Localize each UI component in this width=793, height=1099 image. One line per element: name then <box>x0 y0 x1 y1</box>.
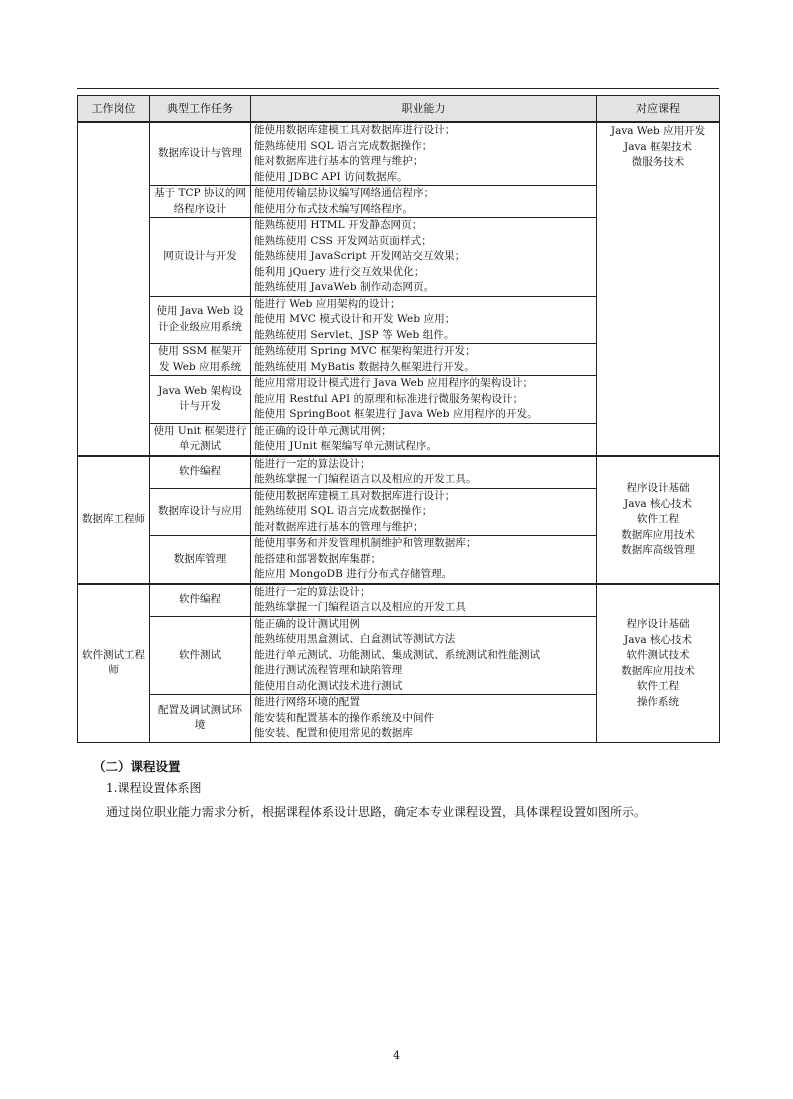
ability-line: 能熟练使用 Spring MVC 框架构架进行开发； <box>254 345 476 357</box>
ability-line: 能熟练掌握一门编程语言以及相应的开发工具 <box>254 601 466 613</box>
table-header-row <box>78 96 720 123</box>
task-cell: 配置及调试测试环境 <box>150 695 251 743</box>
ability-line: 能进行网络环境的配置 <box>254 696 360 708</box>
ability-line: 能熟练使用黑盒测试、白盒测试等测试方法 <box>254 633 456 645</box>
header-task: 典型工作任务 <box>150 96 251 123</box>
task-cell: 使用 Unit 框架进行单元测试 <box>150 423 251 456</box>
ability-line: 能使用 JDBC API 访问数据库。 <box>254 170 408 183</box>
course-line: 程序设计基础 <box>626 618 690 630</box>
ability-line: 能熟练使用 SQL 语言完成数据操作； <box>254 139 433 152</box>
task-cell: 软件测试 <box>150 616 251 695</box>
ability-line: 能熟练使用 JavaScript 开发网站交互效果； <box>254 250 466 262</box>
header-position: 工作岗位 <box>78 96 150 123</box>
header-rule <box>77 88 719 89</box>
ability-cell <box>251 296 597 344</box>
ability-line: 能进行测试流程管理和缺陷管理 <box>254 664 403 676</box>
ability-line: 能熟练使用 MyBatis 数据持久框架进行开发。 <box>254 360 475 373</box>
ability-cell <box>251 616 597 695</box>
ability-line: 能进行 Web 应用架构的设计； <box>254 297 401 310</box>
course-line: 软件工程 <box>637 513 679 526</box>
ability-line: 能熟练使用 CSS 开发网站页面样式； <box>254 234 432 247</box>
ability-line: 能正确的设计单元测试用例； <box>254 424 392 437</box>
ability-cell <box>251 695 597 743</box>
ability-line: 能应用 Restful API 的原理和标准进行微服务架构设计； <box>254 392 524 405</box>
job-position-cell: 软件测试工程师 <box>78 584 150 743</box>
ability-line: 能熟练使用 HTML 开发静态网页； <box>254 219 423 231</box>
ability-line: 能使用 JUnit 框架编写单元测试程序。 <box>254 440 438 452</box>
ability-cell <box>251 218 597 297</box>
section-title: （二）课程设置 <box>93 759 181 774</box>
body-paragraph: 通过岗位职业能力需求分析，根据课程体系设计思路，确定本专业课程设置，具体课程设置如图所示。 <box>106 805 647 819</box>
ability-line: 能安装、配置和使用常见的数据库 <box>254 727 413 739</box>
ability-line: 能对数据库进行基本的管理与维护； <box>254 520 424 533</box>
course-line: 微服务技术 <box>631 156 685 168</box>
ability-cell <box>251 536 597 584</box>
task-cell: 数据库设计与应用 <box>150 488 251 536</box>
job-position-cell <box>78 122 150 456</box>
ability-line: 能熟练使用 Servlet、JSP 等 Web 组件。 <box>254 328 455 341</box>
ability-line: 能安装和配置基本的操作系统及中间件 <box>254 711 435 724</box>
ability-line: 能正确的设计测试用例 <box>254 617 360 630</box>
ability-line: 能熟练使用 SQL 语言完成数据操作； <box>254 505 433 517</box>
table-row <box>78 584 720 617</box>
ability-cell <box>251 186 597 218</box>
table-body <box>78 122 720 742</box>
course-line: Java 核心技术 <box>624 633 692 646</box>
ability-line: 能使用事务和并发管理机制维护和管理数据库； <box>254 537 477 549</box>
task-cell: 软件编程 <box>150 584 251 617</box>
task-cell: 数据库设计与管理 <box>150 122 251 186</box>
ability-line: 能使用分布式技术编写网络程序。 <box>254 202 413 215</box>
ability-line: 能使用数据库建模工具对数据库进行设计； <box>254 124 456 136</box>
ability-cell <box>251 456 597 489</box>
course-cell <box>597 122 720 456</box>
ability-line: 能使用自动化测试技术进行测试 <box>254 679 403 692</box>
course-line: 数据库高级管理 <box>621 544 695 557</box>
ability-line: 能对数据库进行基本的管理与维护； <box>254 155 424 167</box>
course-ability-table <box>77 95 720 743</box>
table-row <box>78 456 720 489</box>
course-cell <box>597 456 720 584</box>
course-cell <box>597 584 720 743</box>
ability-line: 能使用传输层协议编写网络通信程序； <box>254 187 435 199</box>
course-line: Java 框架技术 <box>624 140 692 153</box>
header-ability: 职业能力 <box>251 96 597 123</box>
course-line: Java Web 应用开发 <box>610 125 706 137</box>
subheading: 1.课程设置体系图 <box>106 781 202 795</box>
ability-line: 能利用 jQuery 进行交互效果优化； <box>254 265 425 278</box>
ability-cell <box>251 423 597 456</box>
ability-line: 能熟练掌握一门编程语言以及相应的开发工具。 <box>254 473 477 485</box>
ability-line: 能使用 MVC 模式设计和开发 Web 应用； <box>254 313 456 325</box>
ability-line: 能应用常用设计模式进行 Java Web 应用程序的架构设计； <box>254 377 534 389</box>
task-cell: 使用 Java Web 设计企业级应用系统 <box>150 296 251 344</box>
course-line: Java 核心技术 <box>624 497 692 510</box>
page-number: 4 <box>393 1049 400 1062</box>
task-cell: 使用 SSM 框架开发 Web 应用系统 <box>150 344 251 376</box>
table-row <box>78 122 720 186</box>
course-line: 操作系统 <box>637 695 679 708</box>
ability-line: 能熟练使用 JavaWeb 制作动态网页。 <box>254 281 435 293</box>
course-line: 软件测试技术 <box>626 649 690 661</box>
ability-line: 能进行单元测试、功能测试、集成测试、系统测试和性能测试 <box>254 648 541 661</box>
task-cell: 网页设计与开发 <box>150 218 251 297</box>
ability-line: 能搭建和部署数据库集群； <box>254 552 382 565</box>
ability-cell <box>251 122 597 186</box>
ability-line: 能进行一定的算法设计； <box>254 457 371 470</box>
ability-cell <box>251 344 597 376</box>
task-cell: Java Web 架构设计与开发 <box>150 376 251 424</box>
ability-cell <box>251 584 597 617</box>
ability-cell <box>251 488 597 536</box>
task-cell: 基于 TCP 协议的网络程序设计 <box>150 186 251 218</box>
course-line: 程序设计基础 <box>626 482 690 495</box>
task-cell: 数据库管理 <box>150 536 251 584</box>
ability-line: 能使用 SpringBoot 框架进行 Java Web 应用程序的开发。 <box>254 408 538 420</box>
ability-line: 能应用 MongoDB 进行分布式存储管理。 <box>254 568 453 580</box>
task-cell: 软件编程 <box>150 456 251 489</box>
course-line: 数据库应用技术 <box>621 664 695 677</box>
job-position-cell: 数据库工程师 <box>78 456 150 584</box>
header-course: 对应课程 <box>597 96 720 123</box>
ability-line: 能使用数据库建模工具对数据库进行设计； <box>254 489 456 502</box>
course-line: 软件工程 <box>637 680 679 692</box>
ability-cell <box>251 376 597 424</box>
ability-line: 能进行一定的算法设计； <box>254 585 371 598</box>
course-line: 数据库应用技术 <box>621 528 695 541</box>
